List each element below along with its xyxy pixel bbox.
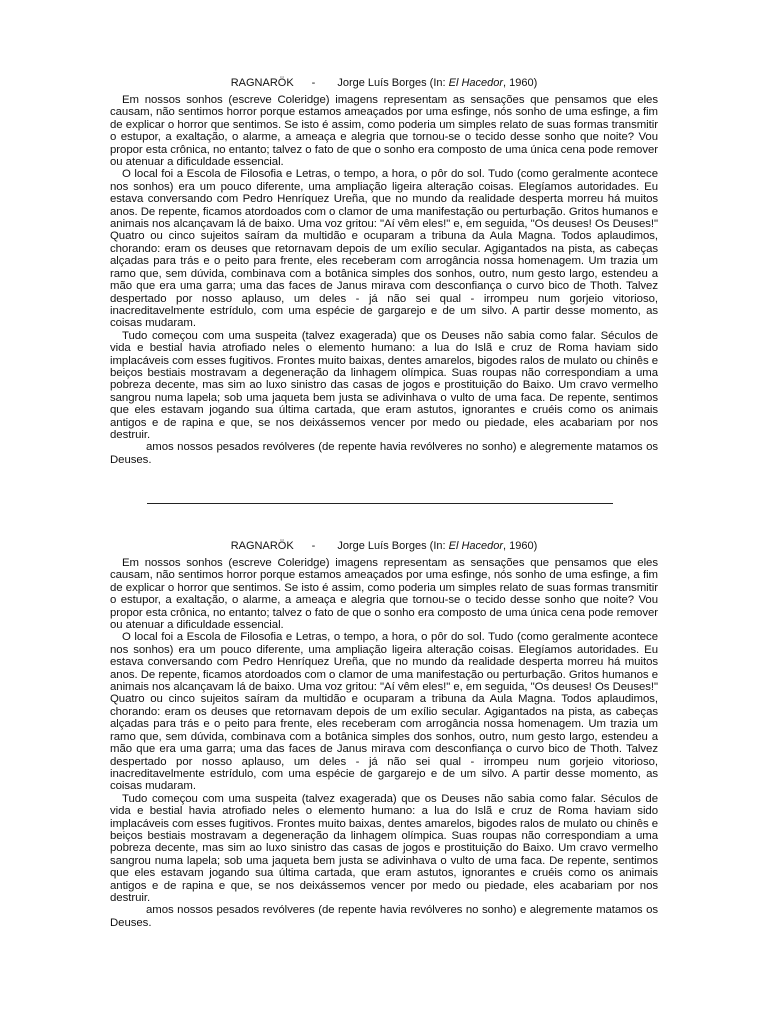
title-author-suffix: , 1960) <box>503 77 538 89</box>
text-copy-first <box>110 76 658 466</box>
title-separator: - <box>311 77 316 89</box>
title-author-suffix: , 1960) <box>503 540 538 552</box>
title-author-prefix: Jorge Luís Borges (In: <box>337 540 449 552</box>
paragraph: Em nossos sonhos (escreve Coleridge) imagens representam as sensações que pensamos que eles causam, não sentimos horror porque estamos ameaçados por uma esfinge, nós sonho de uma esfinge, a fim de explicar o horror que sentimos. Se isto é assim, como poderia um simples relato de suas formas transmitir o estupor, a exaltação, o alarme, a ameaça e alegria que tornou-se o tecido desse sonho que noite? Vou propor esta crônica, no entanto; talvez o fato de que o sonho era composto de uma única cena pode remover ou atenuar a dificuldade essencial. <box>110 557 658 632</box>
paragraph: O local foi a Escola de Filosofia e Letras, o tempo, a hora, o pôr do sol. Tudo (como geralmente acontece nos sonhos) era um pouco diferente, uma ampliação ligeira alteração coisas. Elegíamos autoridades. Eu estava conversando com Pedro Henríquez Ureña, que no mundo da realidade desperta morreu há muitos anos. De repente, ficamos atordoados com o clamor de uma manifestação ou perturbação. Gritos humanos e animais nos alcançavam lá de baixo. Uma voz gritou: "Aí vêm eles!" e, em seguida, "Os deuses! Os Deuses!" Quatro ou cinco sujeitos saíram da multidão e ocuparam a tribuna da Aula Magna. Todos aplaudimos, chorando: eram os deuses que retornavam depois de um exílio secular. Agigantados na pista, as cabeças alçadas para trás e o peito para frente, eles receberam com arrogância nossa homenagem. Um trazia um ramo que, sem dúvida, combinava com a botânica simples dos sonhos, outro, num gesto largo, estendeu a mão que era uma garra; uma das faces de Janus mirava com desconfiança o curvo bico de Thoth. Talvez despertado por nosso aplauso, um deles - já não sei qual - irrompeu num gorjeio vitorioso, inacreditavelmente estrídulo, com uma espécie de gargarejo e de um silvo. A partir desse momento, as coisas mudaram. <box>110 631 658 793</box>
title-work: El Hacedor <box>448 77 504 89</box>
title-separator: - <box>311 540 316 552</box>
document-title <box>110 539 658 553</box>
paragraph: Tudo começou com uma suspeita (talvez exagerada) que os Deuses não sabia como falar. Séculos de vida e bestial havia atrofiado neles o elemento humano: a lua do Islã e cruz de Roma haviam sido implacáveis com esses fugitivos. Frontes muito baixas, dentes amarelos, bigodes ralos de mulato ou chinês e beiços bestiais mostravam a degeneração da linhagem olímpica. Suas roupas não correspondiam a uma pobreza decente, mas sim ao luxo sinistro das casas de jogos e prostituição do Baixo. Um cravo vermelho sangrou numa lapela; sob uma jaqueta bem justa se adivinhava o vulto de uma faca. De repente, sentimos que eles estavam jogando sua última cartada, que eram astutos, ignorantes e cruéis como os animais antigos e de rapina e que, se nos deixássemos vencer por medo ou piedade, eles acabariam por nos destruir. <box>110 792 659 904</box>
paragraph: Tudo começou com uma suspeita (talvez exagerada) que os Deuses não sabia como falar. Séculos de vida e bestial havia atrofiado neles o elemento humano: a lua do Islã e cruz de Roma haviam sido implacáveis com esses fugitivos. Frontes muito baixas, dentes amarelos, bigodes ralos de mulato ou chinês e beiços bestiais mostravam a degeneração da linhagem olímpica. Suas roupas não correspondiam a uma pobreza decente, mas sim ao luxo sinistro das casas de jogos e prostituição do Baixo. Um cravo vermelho sangrou numa lapela; sob uma jaqueta bem justa se adivinhava o vulto de uma faca. De repente, sentimos que eles estavam jogando sua última cartada, que eram astutos, ignorantes e cruéis como os animais antigos e de rapina e que, se nos deixássemos vencer por medo ou piedade, eles acabariam por nos destruir. <box>110 329 659 441</box>
title-name: RAGNARÖK <box>230 77 294 89</box>
paragraph: O local foi a Escola de Filosofia e Letras, o tempo, a hora, o pôr do sol. Tudo (como geralmente acontece nos sonhos) era um pouco diferente, uma ampliação ligeira alteração coisas. Elegíamos autoridades. Eu estava conversando com Pedro Henríquez Ureña, que no mundo da realidade desperta morreu há muitos anos. De repente, ficamos atordoados com o clamor de uma manifestação ou perturbação. Gritos humanos e animais nos alcançavam lá de baixo. Uma voz gritou: "Aí vêm eles!" e, em seguida, "Os deuses! Os Deuses!" Quatro ou cinco sujeitos saíram da multidão e ocuparam a tribuna da Aula Magna. Todos aplaudimos, chorando: eram os deuses que retornavam depois de um exílio secular. Agigantados na pista, as cabeças alçadas para trás e o peito para frente, eles receberam com arrogância nossa homenagem. Um trazia um ramo que, sem dúvida, combinava com a botânica simples dos sonhos, outro, num gesto largo, estendeu a mão que era uma garra; uma das faces de Janus mirava com desconfiança o curvo bico de Thoth. Talvez despertado por nosso aplauso, um deles - já não sei qual - irrompeu num gorjeio vitorioso, inacreditavelmente estrídulo, com uma espécie de gargarejo e de um silvo. A partir desse momento, as coisas mudaram. <box>110 168 658 330</box>
paragraph: Em nossos sonhos (escreve Coleridge) imagens representam as sensações que pensamos que eles causam, não sentimos horror porque estamos ameaçados por uma esfinge, nós sonho de uma esfinge, a fim de explicar o horror que sentimos. Se isto é assim, como poderia um simples relato de suas formas transmitir o estupor, a exaltação, o alarme, a ameaça e alegria que tornou-se o tecido desse sonho que noite? Vou propor esta crônica, no entanto; talvez o fato de que o sonho era composto de uma única cena pode remover ou atenuar a dificuldade essencial. <box>110 94 658 169</box>
document-title <box>110 76 658 90</box>
text-copy-second <box>110 539 658 929</box>
paragraph: amos nossos pesados revólveres (de repente havia revólveres no sonho) e alegremente matamos os Deuses. <box>110 441 658 466</box>
title-work: El Hacedor <box>448 540 504 552</box>
paragraph: amos nossos pesados revólveres (de repente havia revólveres no sonho) e alegremente matamos os Deuses. <box>110 904 658 929</box>
title-name: RAGNARÖK <box>230 540 294 552</box>
separator-line <box>147 503 613 504</box>
title-author-prefix: Jorge Luís Borges (In: <box>337 77 449 89</box>
